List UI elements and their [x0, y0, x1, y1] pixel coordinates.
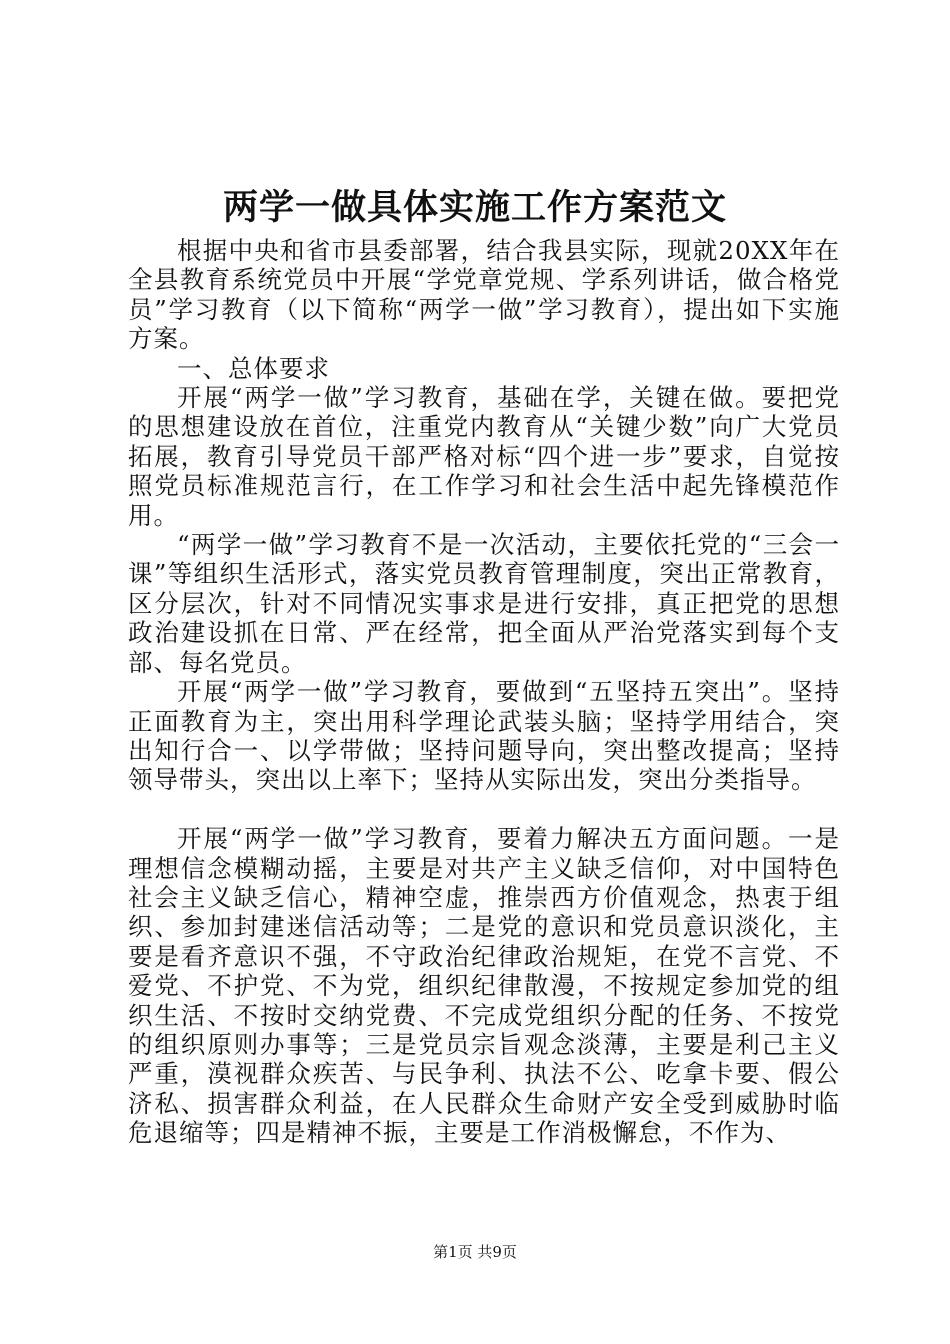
section-heading-general-requirements: 一、总体要求 [177, 353, 330, 383]
paragraph-five-problems: 开展“两学一做”学习教育，要着力解决五方面问题。一是理想信念模糊动摇，主要是对共产主义缺乏信仰，对中国特色社会主义缺乏信心，精神空虚，推崇西方价值观念，热衷于组织、参加封建迷信活动等；二是党的意识和党员意识淡化，主要是看齐意识不强，不守政治纪律政治规矩，在党不言党、不爱党、不护党、不为党，组织纪律散漫，不按规定参加党的组织生活、不按时交纳党费、不完成党组织分配的任务、不按党的组织原则办事等；三是党员宗旨观念淡薄，主要是利己主义严重，漠视群众疾苦、与民争利、执法不公、吃拿卡要、假公济私、损害群众利益，在人民群众生命财产安全受到威胁时临危退缩等；四是精神不振，主要是工作消极懈怠，不作为、 [128, 824, 840, 1148]
paragraph-intro: 根据中央和省市县委部署，结合我县实际，现就20XX年在全县教育系统党员中开展“学党章党规、学系列讲话，做合格党员”学习教育（以下简称“两学一做”学习教育），提出如下实施方案。 [128, 236, 840, 354]
paragraph-basis: 开展“两学一做”学习教育，基础在学，关键在做。要把党的思想建设放在首位，注重党内教育从“关键少数”向广大党员拓展，教育引导党员干部严格对标“四个进一步”要求，自觉按照党员标准规范言行，在工作学习和社会生活中起先锋模范作用。 [128, 383, 840, 530]
paragraph-five-persist: 开展“两学一做”学习教育，要做到“五坚持五突出”。坚持正面教育为主，突出用科学理论武装头脑；坚持学用结合，突出知行合一、以学带做；坚持问题导向，突出整改提高；坚持领导带头，突出以上率下；坚持从实际出发，突出分类指导。 [128, 677, 840, 795]
blank-line [128, 795, 840, 824]
page-number: 第1页 共9页 [433, 1243, 517, 1261]
document-title: 两学一做具体实施工作方案范文 [222, 187, 727, 228]
document-body [128, 236, 840, 1148]
paragraph-not-one-time-activity: “两学一做”学习教育不是一次活动，主要依托党的“三会一课”等组织生活形式，落实党员教育管理制度，突出正常教育，区分层次，针对不同情况实事求是进行安排，真正把党的思想政治建设抓在日常、严在经常，把全面从严治党落实到每个支部、每名党员。 [128, 530, 840, 677]
